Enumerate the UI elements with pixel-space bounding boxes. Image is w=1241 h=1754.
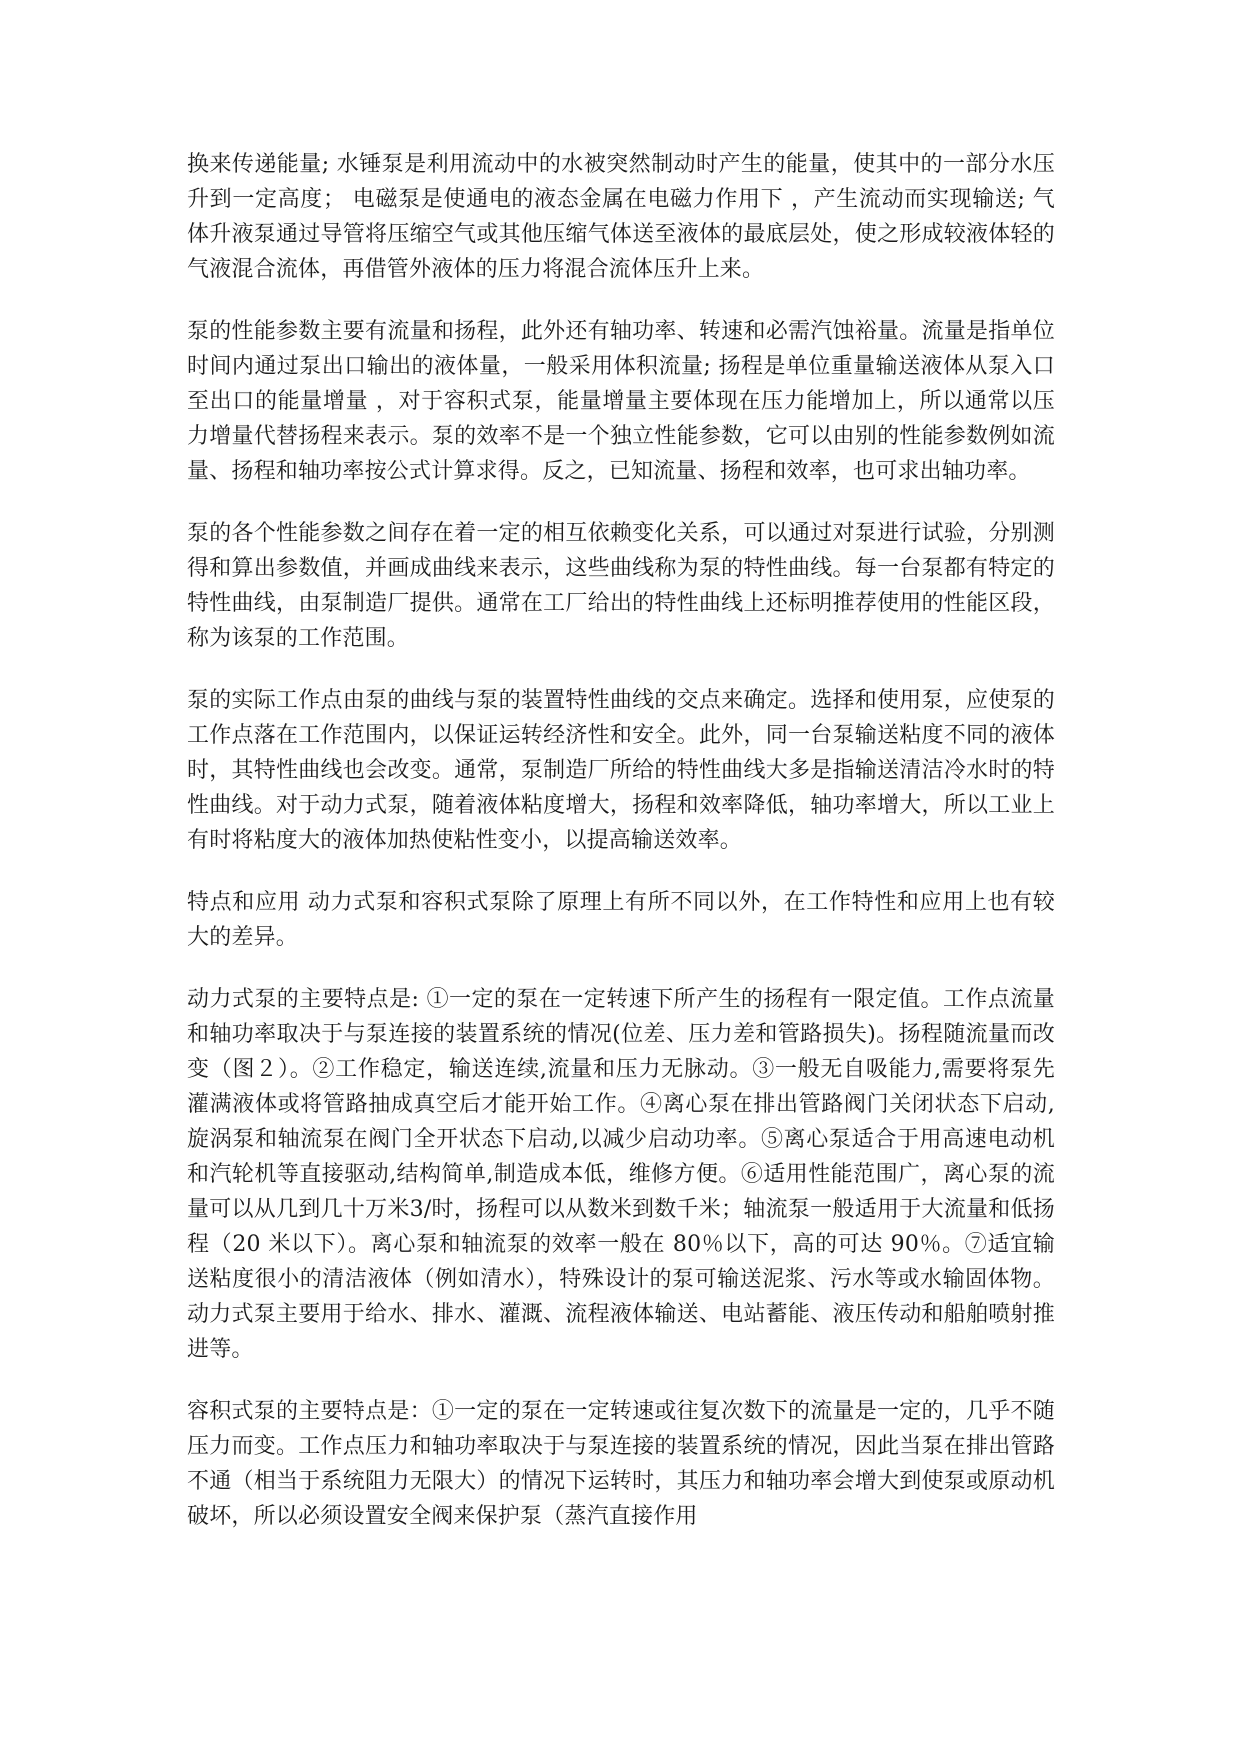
paragraph-water-hammer-pump: 换来传递能量; 水锤泵是利用流动中的水被突然制动时产生的能量，使其中的一部分水压升到一定高度； 电磁泵是使通电的液态金属在电磁力作用下 ，产生流动而实现输送; 气体升液泵通过导管将压缩空气或其他压缩气体送至液体的最底层处，使之形成较液体轻的气液混合流体，再借管外液体的压力将混合流体压升上来。 bbox=[187, 152, 1055, 282]
paragraph-characteristic-curves: 泵的各个性能参数之间存在着一定的相互依赖变化关系，可以通过对泵进行试验，分别测得和算出参数值，并画成曲线来表示，这些曲线称为泵的特性曲线。每一台泵都有特定的特性曲线，由泵制造厂提供。通常在工厂给出的特性曲线上还标明推荐使用的性能区段，称为该泵的工作范围。 bbox=[187, 521, 1055, 651]
paragraph-features-and-applications: 特点和应用 动力式泵和容积式泵除了原理上有所不同以外，在工作特性和应用上也有较大的差异。 bbox=[187, 890, 1055, 950]
document-body bbox=[187, 147, 1055, 1561]
paragraph-dynamic-pump-features: 动力式泵的主要特点是: ①一定的泵在一定转速下所产生的扬程有一限定值。工作点流量和轴功率取决于与泵连接的装置系统的情况(位差、压力差和管路损失)。扬程随流量而改变（图２）。②工作稳定，输送连续,流量和压力无脉动。③一般无自吸能力,需要将泵先灌满液体或将管路抽成真空后才能开始工作。④离心泵在排出管路阀门关闭状态下启动,旋涡泵和轴流泵在阀门全开状态下启动,以减少启动功率。⑤离心泵适合于用高速电动机和汽轮机等直接驱动,结构简单,制造成本低，维修方便。⑥适用性能范围广，离心泵的流量可以从几到几十万米3/时，扬程可以从数米到数千米；轴流泵一般适用于大流量和低扬程（20 米以下）。离心泵和轴流泵的效率一般在 80％以下，高的可达 90％。⑦适宜输送粘度很小的清洁液体（例如清水），特殊设计的泵可输送泥浆、污水等或水输固体物。动力式泵主要用于给水、排水、灌溉、流程液体输送、电站蓄能、液压传动和船舶喷射推进等。 bbox=[187, 987, 1055, 1362]
paragraph-positive-displacement-pump-features: 容积式泵的主要特点是：①一定的泵在一定转速或往复次数下的流量是一定的，几乎不随压力而变。工作点压力和轴功率取决于与泵连接的装置系统的情况，因此当泵在排出管路不通（相当于系统阻力无限大）的情况下运转时，其压力和轴功率会增大到使泵或原动机破坏，所以必须设置安全阀来保护泵（蒸汽直接作用 bbox=[187, 1399, 1055, 1529]
paragraph-performance-parameters: 泵的性能参数主要有流量和扬程，此外还有轴功率、转速和必需汽蚀裕量。流量是指单位时间内通过泵出口输出的液体量，一般采用体积流量; 扬程是单位重量输送液体从泵入口至出口的能量增量 ，对于容积式泵，能量增量主要体现在压力能增加上，所以通常以压力增量代替扬程来表示。泵的效率不是一个独立性能参数，它可以由别的性能参数例如流量、扬程和轴功率按公式计算求得。反之，已知流量、扬程和效率，也可求出轴功率。 bbox=[187, 319, 1055, 484]
paragraph-operating-point: 泵的实际工作点由泵的曲线与泵的装置特性曲线的交点来确定。选择和使用泵，应使泵的工作点落在工作范围内，以保证运转经济性和安全。此外，同一台泵输送粘度不同的液体时，其特性曲线也会改变。通常，泵制造厂所给的特性曲线大多是指输送清洁冷水时的特性曲线。对于动力式泵，随着液体粘度增大，扬程和效率降低，轴功率增大，所以工业上有时将粘度大的液体加热使粘性变小，以提高输送效率。 bbox=[187, 688, 1055, 853]
